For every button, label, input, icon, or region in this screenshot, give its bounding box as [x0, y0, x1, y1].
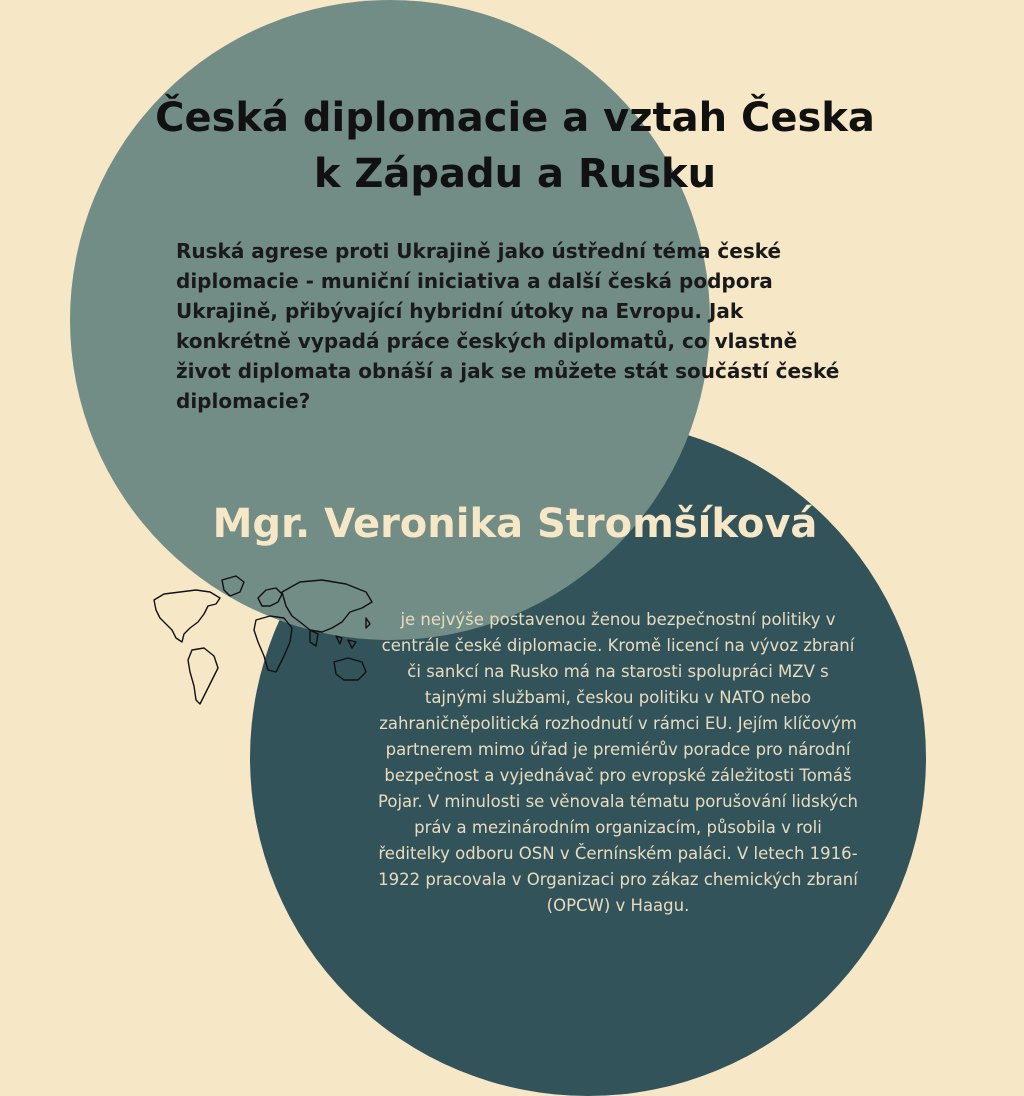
speaker-bio: je nejvýše postavenou ženou bezpečnostní politiky v centrále české diplomacie. Kromě licencí na vývoz zbraní či sankcí na Rusko má na starosti spolupráci MZV s tajnými službami, českou politiku v NATO nebo zahraničněpolitická rozhodnutí v rámci EU. Jejím klíčovým partnerem mimo úřad je premiérův poradce pro národní bezpečnost a vyjednávač pro evropské záležitosti Tomáš Pojar. V minulosti se věnovala tématu porušování lidských práv a mezinárodním organizacím, působila v roli ředitelky odboru OSN v Černínském paláci. V letech 1916-1922 pracovala v Organizaci pro zákaz chemických zbraní (OPCW) v Haagu. [377, 610, 858, 915]
speaker-name: Mgr. Veronika Stromšíková [212, 501, 818, 547]
poster-title: Česká diplomacie a vztah Česka k Západu a Rusku [155, 95, 875, 197]
intro-paragraph: Ruská agrese proti Ukrajině jako ústřední téma české diplomacie - muniční iniciativa a další česká podpora Ukrajině, přibývající hybridní útoky na Evropu. Jak konkrétně vypadá práce českých diplomatů, co vlastně život diplomata obnáší a jak se můžete stát součástí české diplomacie? [176, 239, 840, 413]
world-map-icon [150, 572, 378, 712]
